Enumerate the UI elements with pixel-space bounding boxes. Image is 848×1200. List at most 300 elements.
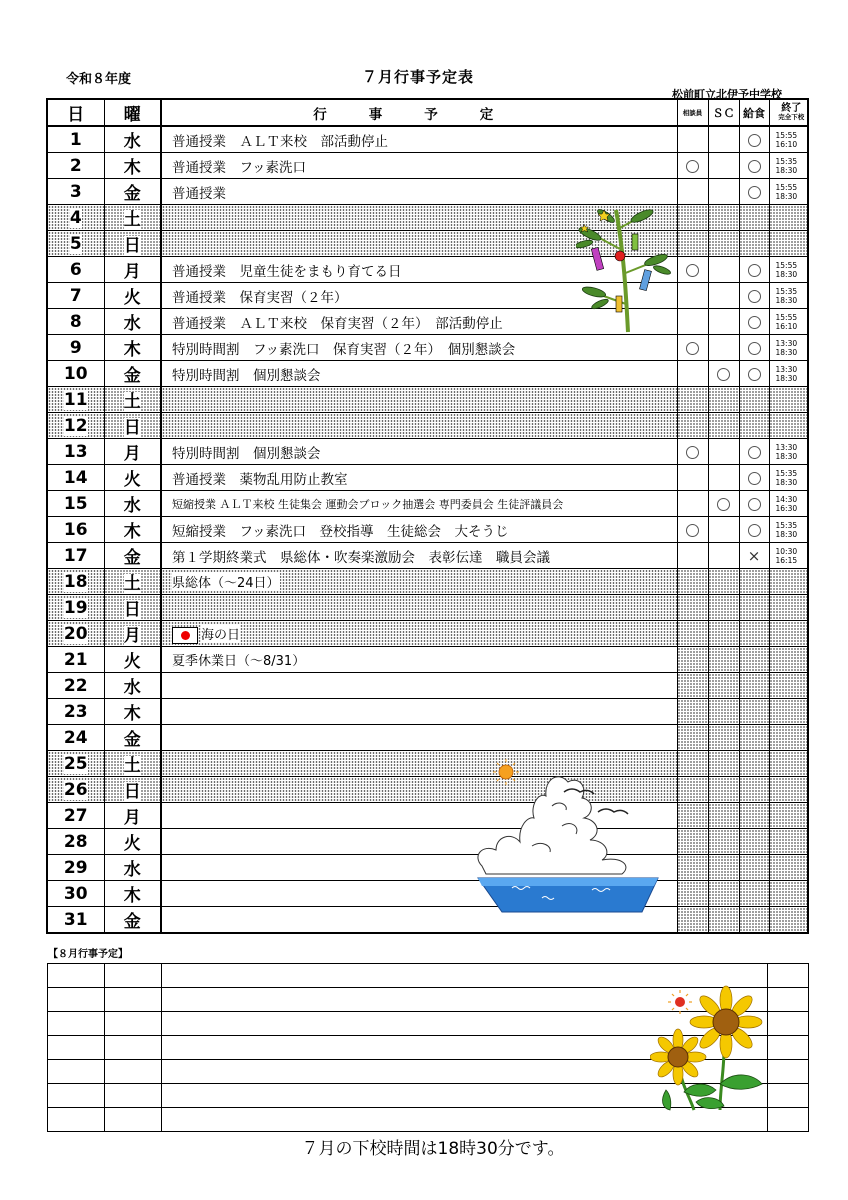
day-cell [47, 881, 104, 907]
day-cell [47, 491, 104, 517]
dow-cell-text: 土 [123, 756, 141, 776]
table-row [47, 543, 808, 569]
lunch-cell [739, 517, 769, 543]
dow-cell-text: 木 [123, 886, 141, 906]
august-cell [768, 1012, 809, 1036]
day-cell [47, 751, 104, 777]
day-cell [47, 179, 104, 205]
sc-cell [708, 309, 739, 335]
event-text: 特別時間割 フッ素洗口 保育実習（２年） 個別懇談会 [172, 341, 516, 358]
event-cell [161, 673, 677, 699]
dow-cell-text: 火 [123, 288, 141, 308]
sc-cell [708, 387, 739, 413]
end-time-cell [769, 491, 808, 517]
lunch-cell [739, 829, 769, 855]
day-cell-text: 7 [69, 285, 82, 306]
counselor-cell [677, 439, 708, 465]
end-time-text: 13:30 [775, 338, 798, 348]
day-cell [47, 309, 104, 335]
end-time-cell [769, 647, 808, 673]
end-time-cell [769, 335, 808, 361]
counselor-cell [677, 335, 708, 361]
dow-cell [104, 777, 161, 803]
end-time-cell [769, 257, 808, 283]
day-cell [47, 829, 104, 855]
counselor-cell [677, 829, 708, 855]
table-row [47, 439, 808, 465]
lunch-cell [739, 595, 769, 621]
lunch-cell [739, 673, 769, 699]
end-time-cell [769, 569, 808, 595]
counselor-cell [677, 803, 708, 829]
august-cell [48, 1036, 105, 1060]
event-cell [161, 413, 677, 439]
sc-cell [708, 543, 739, 569]
table-row [47, 907, 808, 934]
end-time-cell [769, 517, 808, 543]
sc-cell [708, 205, 739, 231]
day-cell [47, 569, 104, 595]
circle-mark-icon [686, 264, 699, 277]
header-events: 行事予定 [161, 99, 677, 126]
dow-cell-text: 土 [123, 210, 141, 230]
dow-cell [104, 855, 161, 881]
table-row [47, 855, 808, 881]
august-cell [48, 988, 105, 1012]
end-time-text: 15:55 [775, 260, 798, 270]
dow-cell [104, 361, 161, 387]
table-row [47, 725, 808, 751]
lunch-cell [739, 179, 769, 205]
sc-cell [708, 725, 739, 751]
counselor-cell [677, 491, 708, 517]
sc-cell [708, 569, 739, 595]
end-time-text: 10:30 [775, 546, 798, 556]
table-row [47, 491, 808, 517]
august-cell [768, 1108, 809, 1132]
day-cell [47, 205, 104, 231]
dow-cell-text: 月 [123, 262, 141, 282]
end-time-cell [769, 231, 808, 257]
lunch-cell [739, 881, 769, 907]
circle-mark-icon [748, 498, 761, 511]
school-name: 松前町立北伊予中学校 [672, 88, 782, 101]
circle-mark-icon [717, 368, 730, 381]
table-row [47, 881, 808, 907]
august-cell [105, 1108, 162, 1132]
lunch-cell [739, 855, 769, 881]
page-title: ７月行事予定表 [361, 68, 474, 86]
dow-cell [104, 621, 161, 647]
august-title: 【８月行事予定】 [48, 949, 128, 960]
circle-mark-icon [748, 316, 761, 329]
day-cell-text: 18 [63, 571, 88, 592]
counselor-cell [677, 257, 708, 283]
dow-cell [104, 491, 161, 517]
counselor-cell [677, 517, 708, 543]
header-day: 日 [47, 99, 104, 126]
day-cell-text: 31 [63, 909, 88, 930]
tanabata-bamboo-icon [576, 204, 672, 334]
event-cell [161, 543, 677, 569]
circle-mark-icon [748, 186, 761, 199]
dow-cell-text: 日 [123, 236, 141, 256]
sc-cell [708, 595, 739, 621]
counselor-cell [677, 126, 708, 153]
lunch-cell [739, 725, 769, 751]
counselor-cell [677, 725, 708, 751]
table-row [47, 205, 808, 231]
dow-cell-text: 水 [123, 314, 141, 334]
table-row [47, 621, 808, 647]
end-time-text: 18:30 [775, 347, 798, 357]
day-cell-text: 5 [69, 233, 82, 254]
day-cell [47, 231, 104, 257]
dow-cell-text: 木 [123, 522, 141, 542]
event-cell [161, 153, 677, 179]
august-cell [105, 988, 162, 1012]
header-counselor: 相談員 [677, 99, 708, 126]
counselor-cell [677, 205, 708, 231]
end-time-text: 15:55 [775, 182, 798, 192]
day-cell-text: 12 [63, 415, 88, 436]
sc-cell [708, 907, 739, 934]
day-cell-text: 27 [63, 805, 88, 826]
sc-cell [708, 335, 739, 361]
counselor-cell [677, 413, 708, 439]
day-cell-text: 9 [69, 337, 82, 358]
sc-cell [708, 855, 739, 881]
event-cell [161, 465, 677, 491]
dow-cell-text: 火 [123, 470, 141, 490]
end-time-text: 15:35 [775, 156, 798, 166]
event-cell [161, 361, 677, 387]
dow-cell-text: 月 [123, 626, 141, 646]
end-time-cell [769, 777, 808, 803]
day-cell-text: 24 [63, 727, 88, 748]
sc-cell [708, 751, 739, 777]
table-row [47, 153, 808, 179]
august-cell [768, 964, 809, 988]
sc-cell [708, 465, 739, 491]
dow-cell [104, 803, 161, 829]
event-text: 短縮授業 ＡＬＴ来校 生徒集会 運動会ブロック抽選会 専門委員会 生徒評議員会 [172, 497, 564, 511]
table-row [47, 517, 808, 543]
dow-cell-text: 金 [123, 184, 141, 204]
counselor-cell [677, 647, 708, 673]
dow-cell-text: 火 [123, 834, 141, 854]
august-cell [105, 1012, 162, 1036]
counselor-cell [677, 231, 708, 257]
lunch-cell [739, 543, 769, 569]
sc-cell [708, 777, 739, 803]
end-time-cell [769, 179, 808, 205]
end-time-text: 15:35 [775, 520, 798, 530]
day-cell [47, 153, 104, 179]
event-text: 特別時間割 個別懇談会 [172, 367, 321, 384]
dow-cell-text: 木 [123, 704, 141, 724]
end-time-cell [769, 465, 808, 491]
counselor-cell [677, 153, 708, 179]
circle-mark-icon [748, 290, 761, 303]
end-time-cell [769, 829, 808, 855]
counselor-cell [677, 907, 708, 934]
event-text: 普通授業 ＡＬＴ来校 部活動停止 [172, 133, 388, 150]
event-cell [161, 725, 677, 751]
circle-mark-icon [748, 134, 761, 147]
dow-cell [104, 673, 161, 699]
table-row [47, 257, 808, 283]
dow-cell [104, 517, 161, 543]
day-cell-text: 10 [63, 363, 88, 384]
event-cell [161, 179, 677, 205]
dow-cell-text: 金 [123, 548, 141, 568]
dow-cell [104, 725, 161, 751]
august-cell [768, 988, 809, 1012]
sunflower-icon [650, 980, 766, 1114]
day-cell [47, 257, 104, 283]
event-cell [161, 621, 677, 647]
japan-flag-icon [172, 627, 198, 644]
header-end-line1: 終了 [781, 102, 802, 114]
end-time-cell [769, 309, 808, 335]
sc-cell [708, 517, 739, 543]
event-text: 海の日 [201, 624, 240, 643]
day-cell-text: 2 [69, 155, 82, 176]
counselor-cell [677, 543, 708, 569]
day-cell-text: 4 [69, 207, 82, 228]
day-cell [47, 517, 104, 543]
counselor-cell [677, 751, 708, 777]
counselor-cell [677, 569, 708, 595]
schedule-header-row [47, 99, 808, 126]
event-cell [161, 517, 677, 543]
sc-cell [708, 153, 739, 179]
event-text: 普通授業 フッ素洗口 [172, 159, 307, 176]
event-text: 普通授業 ＡＬＴ来校 保育実習（２年） 部活動停止 [172, 315, 503, 332]
circle-mark-icon [748, 160, 761, 173]
day-cell [47, 725, 104, 751]
table-row [47, 361, 808, 387]
table-row [47, 126, 808, 153]
end-time-text: 18:30 [775, 451, 798, 461]
counselor-cell [677, 309, 708, 335]
day-cell [47, 803, 104, 829]
event-text: 短縮授業 フッ素洗口 登校指導 生徒総会 大そうじ [172, 523, 509, 540]
day-cell-text: 8 [69, 311, 82, 332]
dow-cell [104, 126, 161, 153]
table-row [47, 751, 808, 777]
counselor-cell [677, 361, 708, 387]
lunch-cell [739, 907, 769, 934]
table-row [47, 829, 808, 855]
fiscal-year: 令和８年度 [66, 72, 132, 87]
lunch-cell [739, 126, 769, 153]
day-cell-text: 21 [63, 649, 88, 670]
sc-cell [708, 283, 739, 309]
dow-cell [104, 569, 161, 595]
day-cell-text: 30 [63, 883, 88, 904]
circle-mark-icon [717, 498, 730, 511]
day-cell [47, 543, 104, 569]
end-time-cell [769, 126, 808, 153]
end-time-text: 13:30 [775, 364, 798, 374]
end-time-cell [769, 751, 808, 777]
dow-cell-text: 土 [123, 392, 141, 412]
day-cell-text: 3 [69, 181, 82, 202]
table-row [47, 777, 808, 803]
header-dow: 曜 [104, 99, 161, 126]
event-text: 夏季休業日（～8/31） [172, 654, 306, 669]
dow-cell [104, 907, 161, 934]
dow-cell [104, 205, 161, 231]
event-text: 普通授業 保育実習（２年） [172, 289, 348, 306]
sc-cell [708, 126, 739, 153]
cross-mark: × [747, 547, 761, 565]
event-cell [161, 647, 677, 673]
day-cell-text: 23 [63, 701, 88, 722]
table-row [47, 699, 808, 725]
lunch-cell [739, 335, 769, 361]
counselor-cell [677, 699, 708, 725]
event-cell [161, 491, 677, 517]
end-time-text: 15:55 [775, 130, 798, 140]
end-time-text: 18:30 [775, 529, 798, 539]
end-time-cell [769, 205, 808, 231]
counselor-cell [677, 283, 708, 309]
table-row [47, 283, 808, 309]
dow-cell [104, 231, 161, 257]
counselor-cell [677, 465, 708, 491]
end-time-text: 15:35 [775, 286, 798, 296]
end-time-text: 16:15 [775, 555, 798, 565]
counselor-cell [677, 595, 708, 621]
counselor-cell [677, 621, 708, 647]
sc-cell [708, 491, 739, 517]
sc-cell [708, 699, 739, 725]
sc-cell [708, 257, 739, 283]
sc-cell [708, 231, 739, 257]
circle-mark-icon [748, 368, 761, 381]
end-time-cell [769, 595, 808, 621]
day-cell-text: 14 [63, 467, 88, 488]
event-cell [161, 126, 677, 153]
dow-cell-text: 金 [123, 730, 141, 750]
table-row [47, 309, 808, 335]
counselor-cell [677, 673, 708, 699]
dow-cell [104, 283, 161, 309]
day-cell [47, 387, 104, 413]
end-time-cell [769, 387, 808, 413]
august-cell [48, 1084, 105, 1108]
end-time-text: 13:30 [775, 442, 798, 452]
dow-cell [104, 881, 161, 907]
dow-cell-text: 日 [123, 600, 141, 620]
day-cell-text: 1 [69, 129, 82, 150]
lunch-cell [739, 751, 769, 777]
day-cell-text: 25 [63, 753, 88, 774]
circle-mark-icon [686, 524, 699, 537]
end-time-cell [769, 153, 808, 179]
dow-cell-text: 日 [123, 418, 141, 438]
dow-cell-text: 水 [123, 860, 141, 880]
day-cell-text: 28 [63, 831, 88, 852]
circle-mark-icon [748, 446, 761, 459]
table-row [47, 179, 808, 205]
event-cell [161, 595, 677, 621]
dow-cell [104, 595, 161, 621]
day-cell [47, 855, 104, 881]
event-text: 普通授業 [172, 185, 226, 202]
footer-note: ７月の下校時間は18時30分です。 [301, 1139, 565, 1159]
event-cell [161, 699, 677, 725]
day-cell [47, 907, 104, 934]
end-time-cell [769, 881, 808, 907]
end-time-text: 16:10 [775, 139, 798, 149]
end-time-text: 16:30 [775, 503, 798, 513]
day-cell-text: 13 [63, 441, 88, 462]
lunch-cell [739, 465, 769, 491]
dow-cell [104, 153, 161, 179]
august-cell [48, 1060, 105, 1084]
dow-cell-text: 土 [123, 574, 141, 594]
day-cell [47, 283, 104, 309]
lunch-cell [739, 439, 769, 465]
day-cell [47, 465, 104, 491]
header-lunch: 給食 [739, 99, 769, 126]
lunch-cell [739, 361, 769, 387]
end-time-text: 18:30 [775, 373, 798, 383]
day-cell [47, 413, 104, 439]
circle-mark-icon [748, 472, 761, 485]
circle-mark-icon [748, 342, 761, 355]
sc-cell [708, 647, 739, 673]
lunch-cell [739, 621, 769, 647]
end-time-cell [769, 907, 808, 934]
lunch-cell [739, 257, 769, 283]
day-cell [47, 621, 104, 647]
dow-cell [104, 179, 161, 205]
dow-cell [104, 309, 161, 335]
event-cell [161, 387, 677, 413]
august-cell [768, 1084, 809, 1108]
day-cell [47, 126, 104, 153]
table-row [47, 387, 808, 413]
sc-cell [708, 829, 739, 855]
end-time-cell [769, 673, 808, 699]
schedule-table [46, 98, 809, 934]
end-time-cell [769, 699, 808, 725]
august-cell [768, 1060, 809, 1084]
counselor-cell [677, 881, 708, 907]
event-cell [161, 569, 677, 595]
header-end-time [769, 99, 808, 126]
dow-cell-text: 水 [123, 678, 141, 698]
end-time-cell [769, 413, 808, 439]
end-time-cell [769, 803, 808, 829]
day-cell [47, 673, 104, 699]
event-text: 第１学期終業式 県総体・吹奏楽激励会 表彰伝達 職員会議 [172, 549, 550, 566]
day-cell [47, 699, 104, 725]
lunch-cell [739, 413, 769, 439]
event-text: 特別時間割 個別懇談会 [172, 445, 321, 462]
end-time-cell [769, 439, 808, 465]
sc-cell [708, 361, 739, 387]
circle-mark-icon [748, 264, 761, 277]
event-text: 県総体（～24日） [172, 572, 280, 591]
table-row [47, 803, 808, 829]
sc-cell [708, 673, 739, 699]
